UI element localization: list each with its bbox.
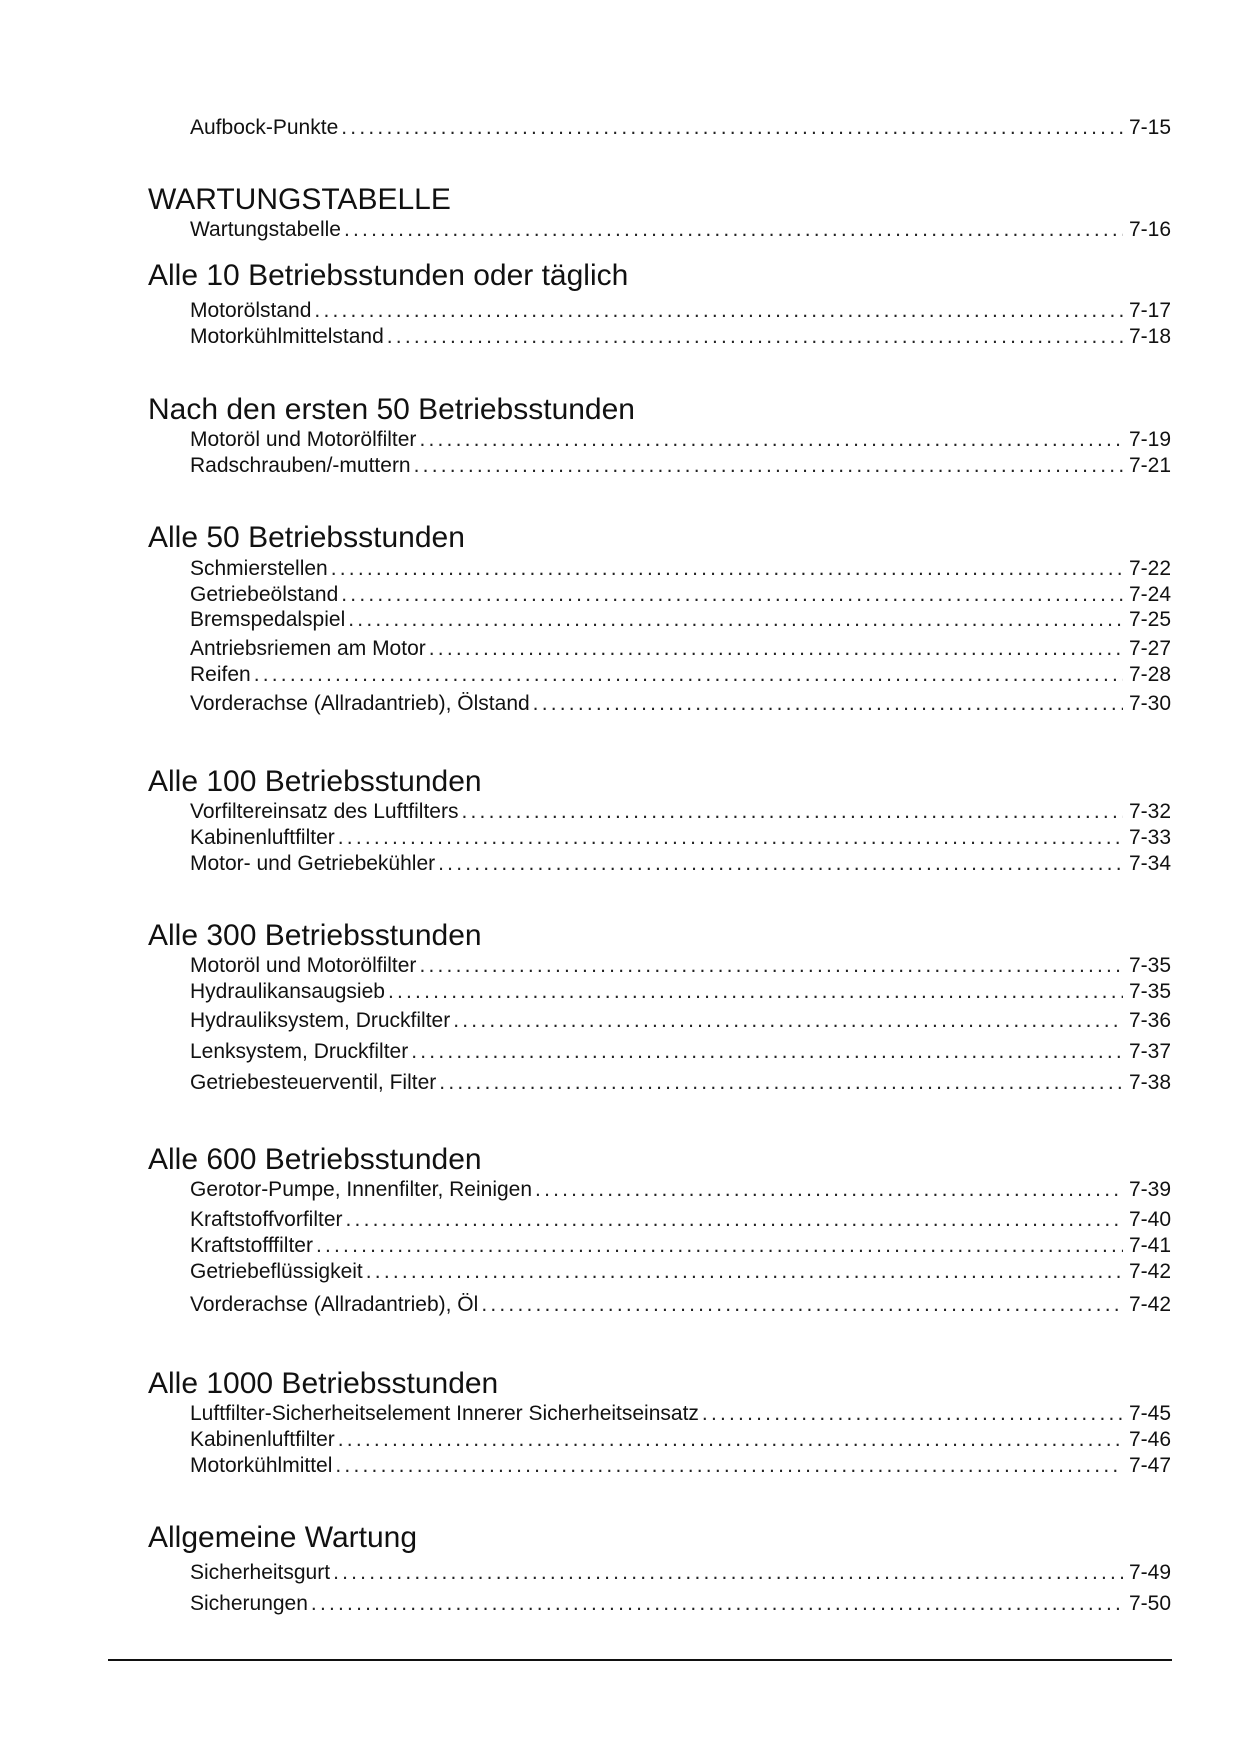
toc-entry-page: 7-28: [1128, 663, 1171, 686]
toc-entry-label: Sicherungen: [190, 1592, 308, 1615]
dot-leader: [254, 662, 1123, 688]
toc-entry-page: 7-35: [1128, 980, 1171, 1003]
toc-entry[interactable]: [190, 1292, 1171, 1318]
toc-entry[interactable]: [190, 582, 1171, 608]
toc-entry-page: 7-25: [1128, 608, 1171, 631]
toc-entry[interactable]: [190, 636, 1171, 662]
toc-entry-label: Motor- und Getriebekühler: [190, 852, 436, 875]
toc-entry[interactable]: [190, 1008, 1171, 1034]
toc-entry[interactable]: [190, 691, 1171, 717]
toc-entry[interactable]: [190, 324, 1171, 350]
toc-entry-label: Kabinenluftfilter: [190, 826, 335, 849]
dot-leader: [414, 453, 1123, 479]
toc-entry-page: 7-36: [1128, 1009, 1171, 1032]
toc-entry[interactable]: [190, 851, 1171, 877]
section-title: Alle 10 Betriebsstunden oder täglich: [148, 259, 629, 292]
toc-entry[interactable]: [190, 1039, 1171, 1065]
dot-leader: [387, 324, 1123, 350]
toc-entry-page: 7-37: [1128, 1040, 1171, 1063]
toc-entry-page: 7-19: [1128, 428, 1171, 451]
toc-entry-label: Luftfilter-Sicherheitselement Innerer Sicherheitseinsatz: [190, 1402, 699, 1425]
dot-leader: [338, 825, 1123, 851]
toc-entry-label: Hydrauliksystem, Druckfilter: [190, 1009, 451, 1032]
dot-leader: [535, 1177, 1123, 1203]
toc-entry-page: 7-45: [1128, 1402, 1171, 1425]
toc-entry[interactable]: [190, 979, 1171, 1005]
dot-leader: [702, 1401, 1123, 1427]
toc-entry-page: 7-33: [1128, 826, 1171, 849]
dot-leader: [341, 115, 1123, 141]
toc-entry-label: Wartungstabelle: [190, 218, 341, 241]
toc-entry[interactable]: [190, 1427, 1171, 1453]
dot-leader: [533, 691, 1123, 717]
toc-entry-page: 7-35: [1128, 954, 1171, 977]
toc-entry[interactable]: [190, 1207, 1171, 1233]
toc-entry[interactable]: [190, 607, 1171, 633]
dot-leader: [461, 799, 1123, 825]
dot-leader: [429, 636, 1123, 662]
toc-entry-label: Motorkühlmittelstand: [190, 325, 384, 348]
dot-leader: [311, 1591, 1123, 1617]
section-title: WARTUNGSTABELLE: [148, 183, 451, 216]
dot-leader: [348, 607, 1123, 633]
toc-entry-page: 7-15: [1128, 116, 1171, 139]
dot-leader: [438, 851, 1123, 877]
toc-entry-label: Motorölstand: [190, 299, 312, 322]
toc-entry[interactable]: [190, 1560, 1171, 1586]
dot-leader: [346, 1207, 1123, 1233]
toc-entry[interactable]: [190, 825, 1171, 851]
toc-entry-page: 7-21: [1128, 454, 1171, 477]
dot-leader: [335, 1453, 1123, 1479]
toc-entry[interactable]: [190, 217, 1171, 243]
toc-entry-label: Getriebeölstand: [190, 583, 339, 606]
toc-entry-page: 7-32: [1128, 800, 1171, 823]
dot-leader: [338, 1427, 1123, 1453]
toc-entry-page: 7-30: [1128, 692, 1171, 715]
toc-entry-label: Hydraulikansaugsieb: [190, 980, 385, 1003]
toc-entry[interactable]: [190, 953, 1171, 979]
toc-entry-page: 7-38: [1128, 1071, 1171, 1094]
dot-leader: [388, 979, 1123, 1005]
toc-entry-label: Radschrauben/-muttern: [190, 454, 411, 477]
dot-leader: [366, 1259, 1123, 1285]
dot-leader: [439, 1070, 1123, 1096]
toc-entry-page: 7-42: [1128, 1260, 1171, 1283]
toc-entry-label: Getriebesteuerventil, Filter: [190, 1071, 437, 1094]
toc-entry-label: Kraftstofffilter: [190, 1234, 313, 1257]
toc-entry-label: Motoröl und Motorölfilter: [190, 428, 417, 451]
toc-entry-label: Vorderachse (Allradantrieb), Öl: [190, 1293, 479, 1316]
toc-entry-label: Getriebeflüssigkeit: [190, 1260, 363, 1283]
toc-entry-page: 7-50: [1128, 1592, 1171, 1615]
toc-entry-label: Kabinenluftfilter: [190, 1428, 335, 1451]
dot-leader: [333, 1560, 1123, 1586]
toc-entry-label: Antriebsriemen am Motor: [190, 637, 426, 660]
dot-leader: [481, 1292, 1123, 1318]
toc-entry-page: 7-39: [1128, 1178, 1171, 1201]
dot-leader: [453, 1008, 1123, 1034]
toc-entry[interactable]: [190, 799, 1171, 825]
toc-entry[interactable]: [190, 1177, 1171, 1203]
section-title: Alle 600 Betriebsstunden: [148, 1143, 482, 1176]
toc-entry[interactable]: [190, 662, 1171, 688]
toc-entry-label: Sicherheitsgurt: [190, 1561, 331, 1584]
dot-leader: [419, 953, 1123, 979]
toc-entry-label: Schmierstellen: [190, 557, 328, 580]
toc-entry[interactable]: [190, 1591, 1171, 1617]
dot-leader: [314, 298, 1123, 324]
toc-entry-page: 7-24: [1128, 583, 1171, 606]
toc-entry-page: 7-27: [1128, 637, 1171, 660]
dot-leader: [316, 1233, 1123, 1259]
toc-entry-label: Gerotor-Pumpe, Innenfilter, Reinigen: [190, 1178, 533, 1201]
toc-entry-page: 7-16: [1128, 218, 1171, 241]
toc-entry-page: 7-46: [1128, 1428, 1171, 1451]
section-title: Alle 100 Betriebsstunden: [148, 765, 482, 798]
toc-entry[interactable]: [190, 1070, 1171, 1096]
toc-entry[interactable]: [190, 1259, 1171, 1285]
toc-entry-page: 7-47: [1128, 1454, 1171, 1477]
toc-entry[interactable]: [190, 556, 1171, 582]
section-title: Allgemeine Wartung: [148, 1521, 418, 1554]
toc-entry-page: 7-42: [1128, 1293, 1171, 1316]
toc-entry-label: Vorderachse (Allradantrieb), Ölstand: [190, 692, 530, 715]
toc-entry-page: 7-17: [1128, 299, 1171, 322]
toc-entry-label: Kraftstoffvorfilter: [190, 1208, 343, 1231]
dot-leader: [419, 427, 1123, 453]
toc-entry-page: 7-40: [1128, 1208, 1171, 1231]
toc-entry-page: 7-34: [1128, 852, 1171, 875]
toc-entry-label: Motoröl und Motorölfilter: [190, 954, 417, 977]
toc-entry[interactable]: [190, 298, 1171, 324]
toc-entry[interactable]: [190, 453, 1171, 479]
dot-leader: [344, 217, 1123, 243]
toc-entry-label: Bremspedalspiel: [190, 608, 346, 631]
toc-entry[interactable]: [190, 1453, 1171, 1479]
bottom-rule: [108, 1659, 1172, 1661]
section-title: Alle 50 Betriebsstunden: [148, 521, 465, 554]
toc-entry-label: Motorkühlmittel: [190, 1454, 333, 1477]
toc-entry-label: Reifen: [190, 663, 251, 686]
toc-entry-page: 7-18: [1128, 325, 1171, 348]
section-title: Nach den ersten 50 Betriebsstunden: [148, 393, 635, 426]
toc-entry[interactable]: [190, 1233, 1171, 1259]
toc-entry[interactable]: [190, 427, 1171, 453]
dot-leader: [331, 556, 1123, 582]
toc-entry-label: Vorfiltereinsatz des Luftfilters: [190, 800, 459, 823]
dot-leader: [411, 1039, 1123, 1065]
toc-entry-page: 7-41: [1128, 1234, 1171, 1257]
toc-entry-page: 7-49: [1128, 1561, 1171, 1584]
dot-leader: [341, 582, 1123, 608]
toc-entry-page: 7-22: [1128, 557, 1171, 580]
toc-entry[interactable]: [190, 1401, 1171, 1427]
toc-entry-label: Aufbock-Punkte: [190, 116, 339, 139]
toc-entry-label: Lenksystem, Druckfilter: [190, 1040, 409, 1063]
section-title: Alle 300 Betriebsstunden: [148, 919, 482, 952]
toc-entry[interactable]: [190, 115, 1171, 141]
section-title: Alle 1000 Betriebsstunden: [148, 1367, 499, 1400]
